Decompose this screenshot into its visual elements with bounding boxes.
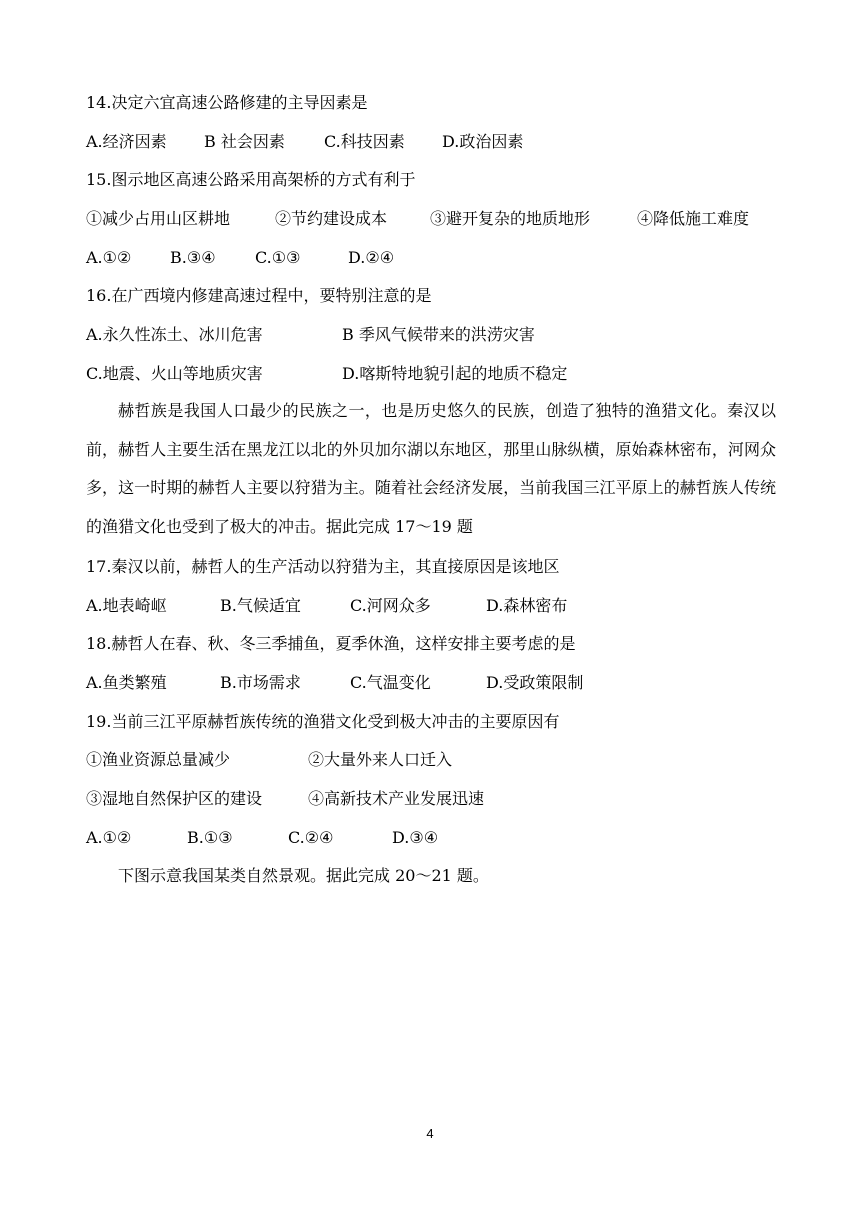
statement-4: ④高新技术产业发展迅速 bbox=[308, 789, 485, 808]
question-19-stem: 19.当前三江平原赫哲族传统的渔猎文化受到极大冲击的主要原因有 bbox=[86, 712, 560, 731]
option-b: B 社会因素 bbox=[204, 132, 285, 151]
option-c: C.地震、火山等地质灾害 bbox=[86, 364, 263, 383]
statement-3: ③湿地自然保护区的建设 bbox=[86, 789, 263, 808]
question-17-options bbox=[86, 595, 776, 617]
question-16-options-row1 bbox=[86, 324, 776, 346]
option-c: C.①③ bbox=[255, 248, 301, 267]
question-19-statements-row1 bbox=[86, 749, 776, 771]
question-19-options bbox=[86, 827, 776, 849]
option-d: D.政治因素 bbox=[442, 132, 524, 151]
passage-hezhe: 赫哲族是我国人口最少的民族之一，也是历史悠久的民族，创造了独特的渔猎文化。秦汉以前，赫哲人主要生活在黑龙江以北的外贝加尔湖以东地区，那里山脉纵横，原始森林密布，河网众多，这一时期的赫哲人主要以狩猎为主。随着社会经济发展，当前我国三江平原上的赫哲族人传统的渔猎文化也受到了极大的冲击。据此完成 17～19 题 bbox=[86, 401, 776, 536]
option-a: A.鱼类繁殖 bbox=[86, 673, 167, 692]
option-c: C.河网众多 bbox=[350, 596, 431, 615]
option-a: A.①② bbox=[86, 248, 132, 267]
question-15-stem: 15.图示地区高速公路采用高架桥的方式有利于 bbox=[86, 170, 416, 189]
option-d: D.③④ bbox=[392, 828, 439, 847]
option-d: D.受政策限制 bbox=[486, 673, 584, 692]
question-16-options-row2 bbox=[86, 363, 776, 385]
page-number: 4 bbox=[426, 1126, 434, 1141]
question-14-options bbox=[86, 131, 776, 153]
option-b: B.③④ bbox=[170, 248, 216, 267]
question-16-stem: 16.在广西境内修建高速过程中，要特别注意的是 bbox=[86, 286, 432, 305]
option-c: C.气温变化 bbox=[350, 673, 431, 692]
question-15-options bbox=[86, 247, 776, 269]
statement-2: ②大量外来人口迁入 bbox=[308, 750, 453, 769]
option-d: D.喀斯特地貌引起的地质不稳定 bbox=[342, 364, 568, 383]
option-b: B.①③ bbox=[187, 828, 233, 847]
statement-1: ①渔业资源总量减少 bbox=[86, 750, 231, 769]
option-d: D.②④ bbox=[348, 248, 395, 267]
option-c: C.科技因素 bbox=[324, 132, 405, 151]
question-18-options bbox=[86, 672, 776, 694]
intro-questions-20-21: 下图示意我国某类自然景观。据此完成 20～21 题。 bbox=[118, 866, 489, 885]
question-14-stem: 14.决定六宜高速公路修建的主导因素是 bbox=[86, 93, 368, 112]
option-c: C.②④ bbox=[288, 828, 334, 847]
question-15-statements bbox=[86, 208, 776, 230]
statement-1: ①减少占用山区耕地 bbox=[86, 209, 231, 228]
statement-3: ③避开复杂的地质地形 bbox=[430, 209, 591, 228]
question-18-stem: 18.赫哲人在春、秋、冬三季捕鱼，夏季休渔，这样安排主要考虑的是 bbox=[86, 634, 576, 653]
option-b: B.市场需求 bbox=[220, 673, 301, 692]
option-a: A.经济因素 bbox=[86, 132, 167, 151]
option-a: A.地表崎岖 bbox=[86, 596, 167, 615]
statement-4: ④降低施工难度 bbox=[637, 209, 750, 228]
statement-2: ②节约建设成本 bbox=[275, 209, 388, 228]
option-b: B 季风气候带来的洪涝灾害 bbox=[342, 325, 535, 344]
option-b: B.气候适宜 bbox=[220, 596, 301, 615]
question-17-stem: 17.秦汉以前，赫哲人的生产活动以狩猎为主，其直接原因是该地区 bbox=[86, 557, 560, 576]
question-19-statements-row2 bbox=[86, 788, 776, 810]
option-d: D.森林密布 bbox=[486, 596, 568, 615]
option-a: A.永久性冻土、冰川危害 bbox=[86, 325, 263, 344]
option-a: A.①② bbox=[86, 828, 132, 847]
